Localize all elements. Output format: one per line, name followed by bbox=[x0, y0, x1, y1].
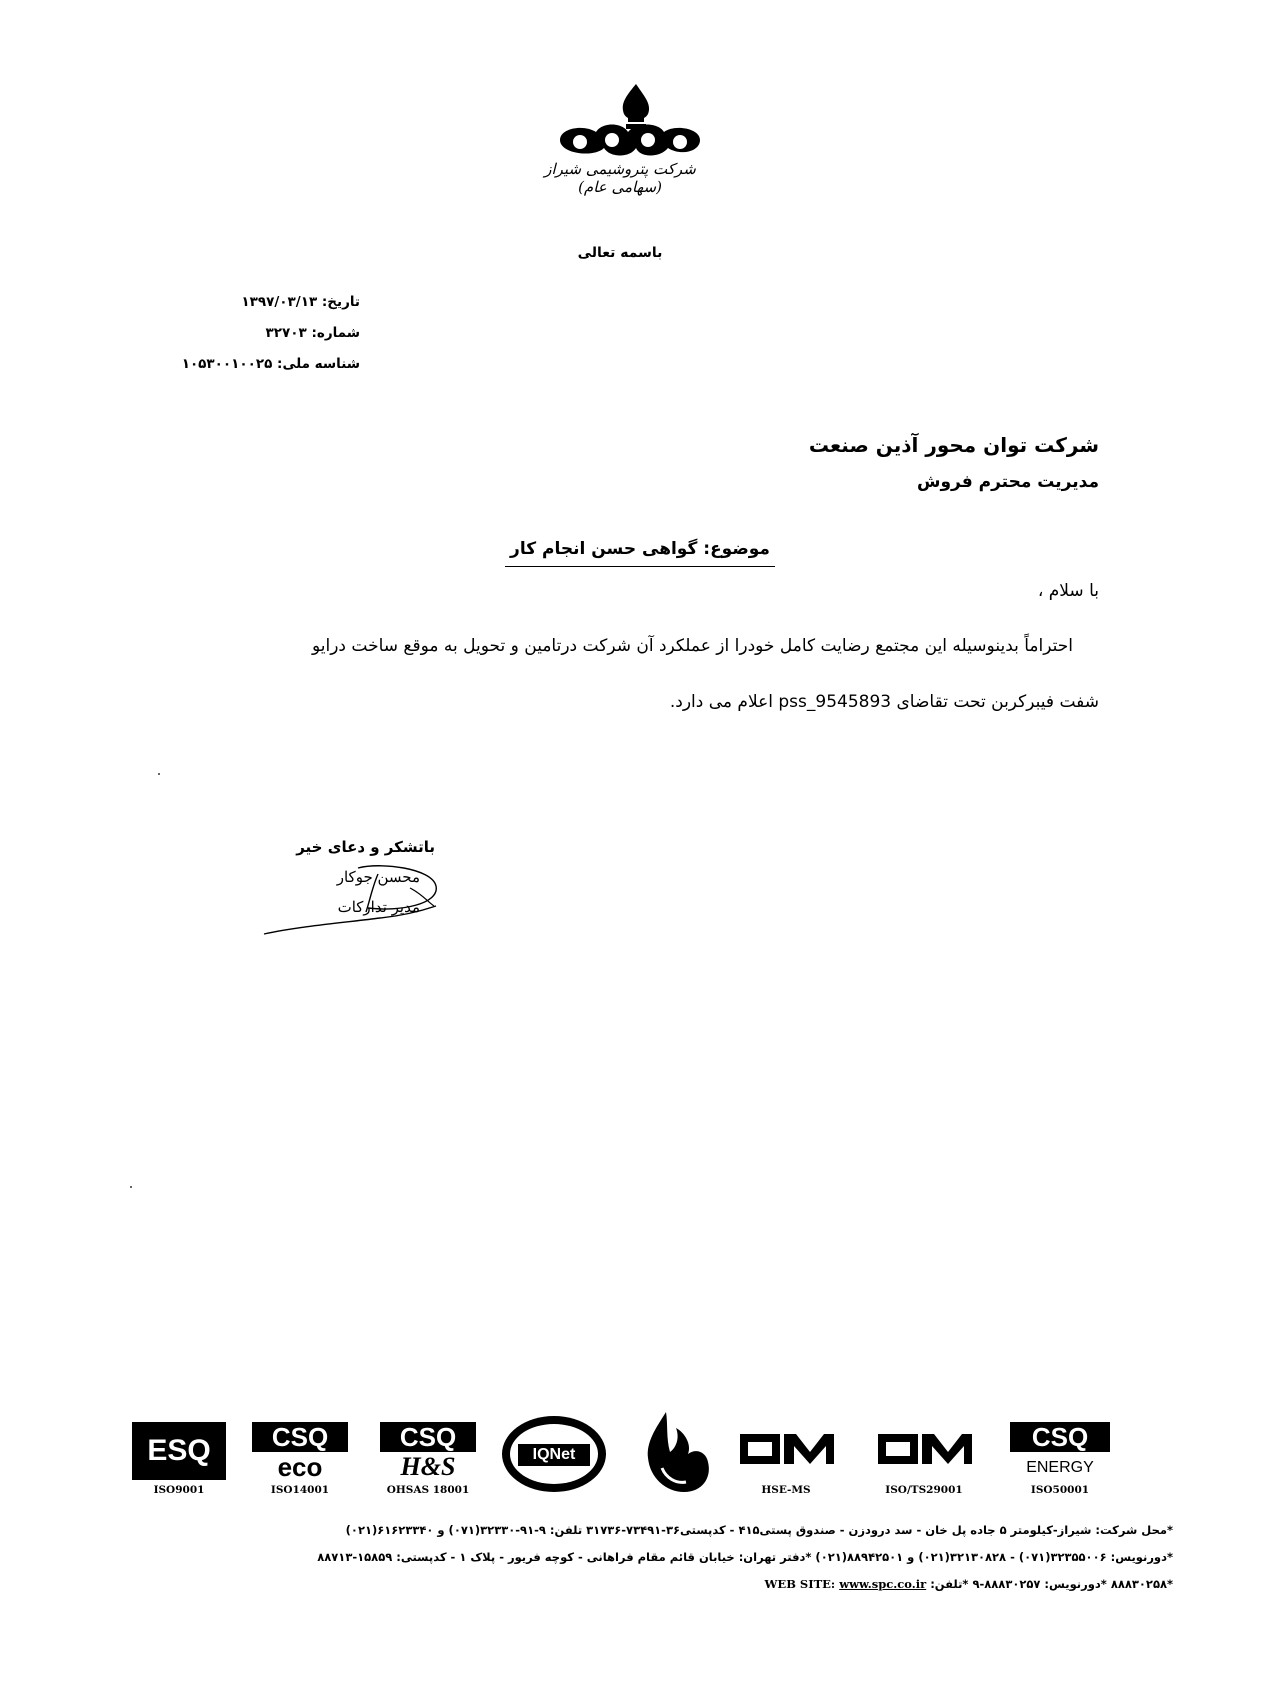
letter-subject: موضوع: گواهی حسن انجام کار bbox=[510, 539, 770, 559]
addressee-company: شرکت توان محور آذین صنعت bbox=[808, 433, 1099, 457]
scan-speck bbox=[130, 1186, 132, 1188]
subject-underline bbox=[505, 566, 775, 567]
cert-csq-ohsas18001 bbox=[380, 1422, 476, 1496]
cert-label: HSE-MS bbox=[761, 1484, 811, 1496]
body-line-1: احتراماً بدینوسیله این مجتمع رضایت کامل خودرا از عملکرد آن شرکت درتامین و تحویل به موقع ساخت درایو bbox=[311, 636, 1073, 656]
company-name-script: شرکت پتروشیمی شیراز (سهامی عام) bbox=[544, 160, 696, 196]
cert-logo-subtext: eco bbox=[277, 1452, 323, 1482]
cert-logo-text: ESQ bbox=[132, 1422, 226, 1480]
body-line-2: شفت فیبرکربن تحت تقاضای pss_9545893 اعلام می دارد. bbox=[669, 692, 1099, 712]
cert-label: OHSAS 18001 bbox=[386, 1484, 470, 1496]
cert-iqnet bbox=[500, 1414, 608, 1494]
cert-logo-text: IQNet bbox=[532, 1446, 576, 1463]
footer-contact-line bbox=[765, 1577, 1173, 1591]
cert-csq-iso14001 bbox=[252, 1422, 348, 1496]
national-id: شناسه ملی: ۱۰۵۳۰۰۱۰۰۲۵ bbox=[181, 356, 360, 372]
footer-address-line-1: *محل شرکت: شیراز-کیلومتر ۵ جاده پل خان - سد درودزن - صندوق پستی۴۱۵ - کدپستی۳۶-۷۳۴۹۱-۳۱۷۳۶ تلفن: ۹-۹۱-۳۲۳۳۰(۰۷۱) و ۶۱۶۲۳۳۴۰(۰۲۱) bbox=[345, 1523, 1173, 1537]
cert-csq-iso50001 bbox=[1010, 1422, 1110, 1496]
cert-esq-iso9001 bbox=[132, 1422, 226, 1496]
website-label: WEB SITE: bbox=[764, 1577, 836, 1591]
qm-logo-icon bbox=[874, 1430, 974, 1470]
cert-logo-text: CSQ bbox=[380, 1422, 476, 1452]
closing-phrase: باتشکر و دعای خیر bbox=[296, 838, 435, 856]
cert-logo-subtext: H&S bbox=[400, 1452, 456, 1481]
qm-logo-icon bbox=[736, 1430, 836, 1470]
cert-logo-text: CSQ bbox=[252, 1422, 348, 1452]
cert-label: ISO14001 bbox=[270, 1484, 330, 1496]
cert-label: ISO50001 bbox=[1030, 1484, 1090, 1496]
flame-emblem-icon bbox=[636, 1408, 716, 1498]
cert-label: ISO9001 bbox=[153, 1484, 205, 1496]
greeting: با سلام ، bbox=[1037, 581, 1099, 601]
cert-logo-text: CSQ bbox=[1010, 1422, 1110, 1452]
letter-date: تاریخ: ۱۳۹۷/۰۳/۱۳ bbox=[241, 294, 360, 310]
cert-label: ISO/TS29001 bbox=[885, 1484, 963, 1496]
footer-address-line-2: *دورنویس: ۳۲۳۵۵۰۰۶(۰۷۱) - ۳۲۱۳۰۸۲۸(۰۲۱) و ۸۸۹۴۲۵۰۱(۰۲۱) *دفتر تهران: خیابان قائم مقام فراهانی - کوچه فریور - پلاک ۱ - کدپستی: ۱۵۸۵۹-۸۸۷۱۳ bbox=[317, 1550, 1173, 1564]
basmala: باسمه تعالی bbox=[577, 245, 663, 261]
website-link[interactable]: www.spc.co.ir bbox=[839, 1577, 927, 1591]
letter-number: شماره: ۳۲۷۰۳ bbox=[265, 325, 360, 341]
cert-logo-subtext: ENERGY bbox=[1026, 1459, 1094, 1476]
signatory-name: محسن جوکار bbox=[336, 868, 420, 886]
signatory-title: مدیر تدارکات bbox=[337, 898, 420, 916]
handwritten-signature bbox=[260, 860, 450, 940]
cert-qm-ts29001 bbox=[874, 1422, 974, 1496]
footer-phones: *۸۸۸۳۰۲۵۸ *دورنویس: ۸۸۸۳۰۲۵۷-۹ *تلفن: bbox=[930, 1577, 1173, 1591]
addressee-department: مدیریت محترم فروش bbox=[916, 472, 1099, 492]
scan-speck bbox=[158, 773, 160, 775]
cert-qm-hsems bbox=[736, 1422, 836, 1496]
